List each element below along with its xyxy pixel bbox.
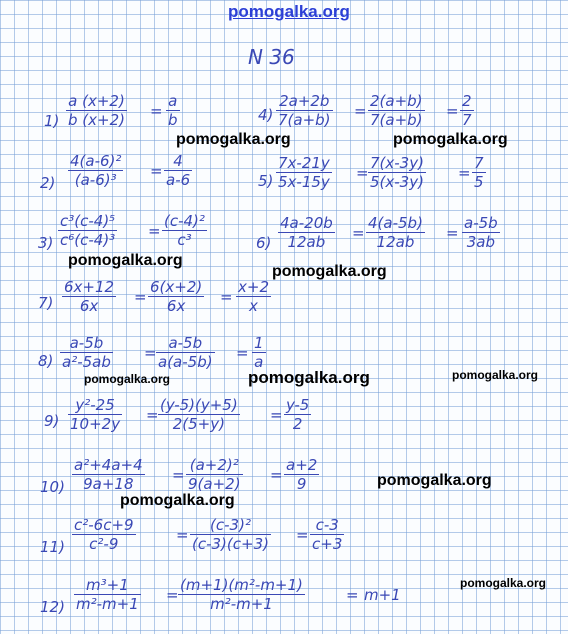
fraction [74,576,141,613]
denominator: m²-m+1 [210,595,273,613]
numerator: a [166,92,180,111]
result: m+1 [364,586,401,604]
watermark: pomogalka.org [120,492,235,509]
equals-sign: = [236,344,249,362]
problem-label: 2) [40,174,56,192]
denominator: 7(a+b) [278,111,331,129]
denominator: 9 [296,475,307,493]
problem-label: 6) [256,234,272,252]
denominator: 3ab [466,233,495,251]
numerator: (y-5)(y+5) [160,396,238,414]
numerator: 2 [462,92,472,110]
denominator: 9a+18 [83,475,134,493]
numerator: a (x+2) [66,92,127,111]
denominator: 5(x-3y) [370,173,424,191]
exercise-title: N 36 [248,45,295,69]
equals-sign: = [146,406,159,424]
problem-label: 9) [44,412,60,430]
numerator: 4 [164,152,192,171]
numerator: c-3 [310,516,344,535]
denominator: c³ [177,231,192,249]
denominator: 7(a+b) [370,111,423,129]
numerator: (a+2)² [186,456,243,475]
equals-sign: = [446,102,459,120]
numerator: a-5b [60,334,113,353]
equals-sign: = [458,164,471,182]
numerator: 4(a-5b) [368,214,423,232]
equals-sign: = [134,288,147,306]
fraction [278,214,335,251]
denominator: 10+2y [70,415,121,433]
fraction [462,214,500,251]
denominator: b [168,111,178,129]
numerator: m³+1 [74,576,141,595]
fraction [276,154,332,191]
denominator: 6x [79,297,99,315]
denominator: 9(a+2) [188,475,241,493]
denominator: m²-m+1 [76,595,139,613]
equals-sign: = [144,344,157,362]
numerator: (m+1)(m²-m+1) [180,576,303,594]
equals-sign: = [220,288,233,306]
watermark: pomogalka.org [176,131,291,148]
watermark: pomogalka.org [452,368,539,382]
watermark: pomogalka.org [393,131,508,148]
denominator: a(a-5b) [158,353,213,371]
fraction [58,212,117,249]
denominator: b (x+2) [68,111,125,129]
watermark: pomogalka.org [272,263,387,280]
fraction [284,396,311,433]
fraction [472,154,486,191]
numerator: x+2 [238,278,269,296]
problem-label: 1) [44,112,60,130]
fraction [178,576,305,613]
denominator: c+3 [312,535,343,553]
fraction [190,516,271,553]
denominator: 5 [474,173,484,191]
fraction [368,154,426,191]
equals-sign: = [352,224,365,242]
watermark: pomogalka.org [68,252,183,269]
problem-label: 5) [258,172,274,190]
numerator: 6x+12 [64,278,115,296]
denominator: a-6 [166,171,191,189]
watermark: pomogalka.org [248,368,370,387]
denominator: a²-5ab [62,353,111,371]
numerator: (c-3)² [190,516,271,535]
numerator: y²-25 [68,396,122,415]
problem-label: 12) [40,598,65,616]
denominator: 12ab [287,233,326,251]
denominator: 2(5+y) [172,415,225,433]
equals-sign: = [150,162,163,180]
fraction [156,334,215,371]
denominator: c²-9 [89,535,119,553]
numerator: 4a-20b [280,214,333,232]
numerator: a-5b [464,214,498,232]
watermark: pomogalka.org [84,372,171,386]
equals-sign: = [166,586,179,604]
equals-sign: = [346,586,359,604]
denominator: c⁶(c-4)³ [60,231,116,249]
numerator: 2a+2b [276,92,333,111]
fraction [62,278,116,315]
denominator: (a-6)³ [74,171,117,189]
fraction [166,92,180,129]
numerator: a-5b [156,334,215,353]
fraction [164,152,192,189]
watermark-top[interactable]: pomogalka.org [228,2,350,21]
equals-sign: = [176,526,189,544]
denominator: 7 [462,111,472,129]
fraction [148,278,204,315]
watermark: pomogalka.org [377,472,492,489]
fraction [68,152,123,189]
fraction [72,456,145,493]
numerator: 6(x+2) [150,278,203,296]
denominator: 5x-15y [278,173,330,191]
denominator: (c-3)(c+3) [192,535,269,553]
equals-sign: = [150,102,163,120]
fraction [252,334,266,371]
equals-sign: = [296,526,309,544]
equals-sign: = [172,466,185,484]
problem-label: 10) [40,478,65,496]
fraction [158,396,240,433]
fraction [368,92,425,129]
numerator: 1 [254,334,264,352]
fraction [284,456,319,493]
equals-sign: = [270,466,283,484]
denominator: 12ab [376,233,415,251]
fraction [66,92,127,129]
fraction [366,214,425,251]
numerator: 7x-21y [278,154,330,172]
numerator: 2(a+b) [370,92,423,110]
problem-label: 4) [258,106,274,124]
numerator: 7 [474,154,484,172]
equals-sign: = [148,222,161,240]
fraction [310,516,344,553]
problem-label: 7) [38,294,54,312]
problem-label: 11) [40,538,65,556]
numerator: (c-4)² [164,212,205,230]
problem-label: 3) [38,234,54,252]
denominator: x [249,297,258,315]
fraction [460,92,474,129]
fraction [236,278,271,315]
denominator: 6x [166,297,186,315]
denominator: a [254,353,264,371]
numerator: c³(c-4)⁵ [60,212,116,230]
fraction [162,212,207,249]
equals-sign: = [446,224,459,242]
fraction [276,92,333,129]
equals-sign: = [354,102,367,120]
equals-sign: = [270,406,283,424]
equals-sign: = [356,164,369,182]
numerator: y-5 [286,396,310,414]
fraction [68,396,122,433]
watermark: pomogalka.org [460,576,547,590]
fraction [186,456,243,493]
problem-label: 8) [38,352,54,370]
denominator: 2 [292,415,303,433]
numerator: c²-6c+9 [74,516,134,534]
numerator: a²+4a+4 [74,456,143,474]
fraction [60,334,113,371]
fraction [72,516,136,553]
numerator: 7(x-3y) [370,154,424,172]
numerator: a+2 [286,456,318,474]
numerator: 4(a-6)² [70,152,122,170]
